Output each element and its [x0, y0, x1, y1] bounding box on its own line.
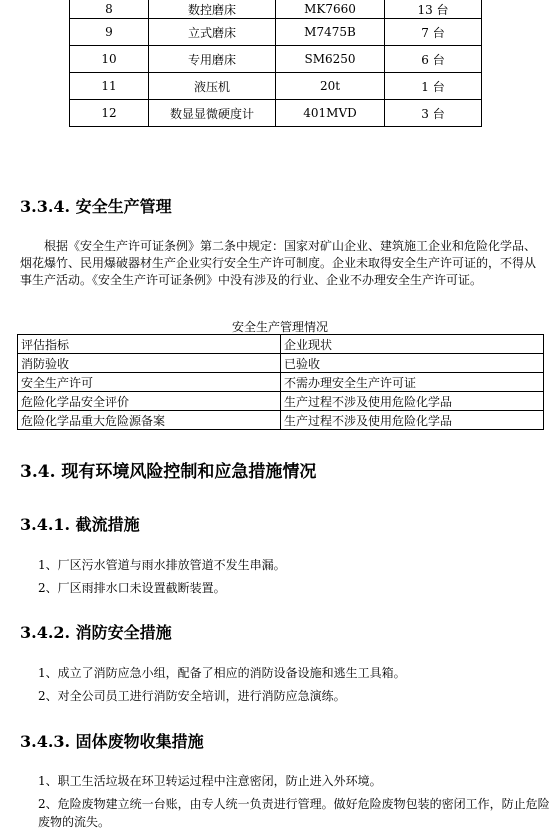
equipment-model-cell: 20t	[276, 73, 385, 100]
equipment-no-cell: 8	[70, 0, 149, 19]
equipment-no-cell: 9	[70, 19, 149, 46]
section-heading-342: 3.4.2. 消防安全措施	[20, 623, 172, 642]
equipment-model-cell: MK7660	[276, 0, 385, 19]
equipment-name-cell: 液压机	[149, 73, 276, 100]
table-row	[70, 19, 482, 46]
section-341-list	[38, 556, 552, 602]
equipment-no-cell: 12	[70, 100, 149, 127]
list-item: 2、危险废物建立统一台账，由专人统一负责进行管理。做好危险废物包装的密闭工作，防止危险废物的流失。	[38, 797, 550, 829]
equipment-qty-cell: 6 台	[385, 46, 482, 73]
indicator-cell: 消防验收	[18, 354, 281, 373]
equipment-name-cell: 专用磨床	[149, 46, 276, 73]
indicator-cell: 危险化学品安全评价	[18, 392, 281, 411]
table-row	[18, 354, 544, 373]
safety-management-table	[17, 334, 544, 430]
status-cell: 生产过程不涉及使用危险化学品	[281, 411, 544, 430]
status-cell: 生产过程不涉及使用危险化学品	[281, 392, 544, 411]
section-heading-341: 3.4.1. 截流措施	[20, 515, 140, 534]
table-row	[70, 46, 482, 73]
list-item: 2、对全公司员工进行消防安全培训，进行消防应急演练。	[38, 689, 346, 703]
equipment-no-cell: 10	[70, 46, 149, 73]
table-header-row	[18, 335, 544, 354]
list-item: 2、厂区雨排水口未设置截断装置。	[38, 581, 226, 595]
equipment-qty-cell: 13 台	[385, 0, 482, 19]
equipment-model-cell: 401MVD	[276, 100, 385, 127]
equipment-no-cell: 11	[70, 73, 149, 100]
list-item: 1、成立了消防应急小组，配备了相应的消防设备设施和逃生工具箱。	[38, 666, 406, 680]
table-row	[18, 392, 544, 411]
status-cell: 已验收	[281, 354, 544, 373]
section-heading-34: 3.4. 现有环境风险控制和应急措施情况	[20, 462, 317, 482]
table-row	[18, 373, 544, 392]
equipment-name-cell: 立式磨床	[149, 19, 276, 46]
indicator-header: 评估指标	[18, 335, 281, 354]
equipment-name-cell: 数控磨床	[149, 0, 276, 19]
equipment-model-cell: M7475B	[276, 19, 385, 46]
section-342-list	[38, 664, 552, 710]
section-heading-343: 3.4.3. 固体废物收集措施	[20, 732, 204, 751]
equipment-qty-cell: 7 台	[385, 19, 482, 46]
status-cell: 不需办理安全生产许可证	[281, 373, 544, 392]
equipment-qty-cell: 1 台	[385, 73, 482, 100]
indicator-cell: 危险化学品重大危险源备案	[18, 411, 281, 430]
equipment-model-cell: SM6250	[276, 46, 385, 73]
section-343-list	[38, 772, 552, 836]
section-heading-334: 3.3.4. 安全生产管理	[20, 197, 172, 216]
status-header: 企业现状	[281, 335, 544, 354]
list-item: 1、职工生活垃圾在环卫转运过程中注意密闭，防止进入外环境。	[38, 774, 382, 788]
equipment-name-cell: 数显显微硬度计	[149, 100, 276, 127]
equipment-qty-cell: 3 台	[385, 100, 482, 127]
indicator-cell: 安全生产许可	[18, 373, 281, 392]
equipment-table	[69, 0, 482, 127]
list-item: 1、厂区污水管道与雨水排放管道不发生串漏。	[38, 558, 286, 572]
table-row	[18, 411, 544, 430]
table-row	[70, 100, 482, 127]
section-334-paragraph: 根据《安全生产许可证条例》第二条中规定：国家对矿山企业、建筑施工企业和危险化学品、烟花爆竹、民用爆破器材生产企业实行安全生产许可制度。企业未取得安全生产许可证的，不得从事生产活动。《安全生产许可证条例》中没有涉及的行业、企业不办理安全生产许可证。	[20, 239, 537, 287]
safety-table-caption: 安全生产管理情况	[231, 320, 328, 334]
table-row	[70, 0, 482, 19]
table-row	[70, 73, 482, 100]
